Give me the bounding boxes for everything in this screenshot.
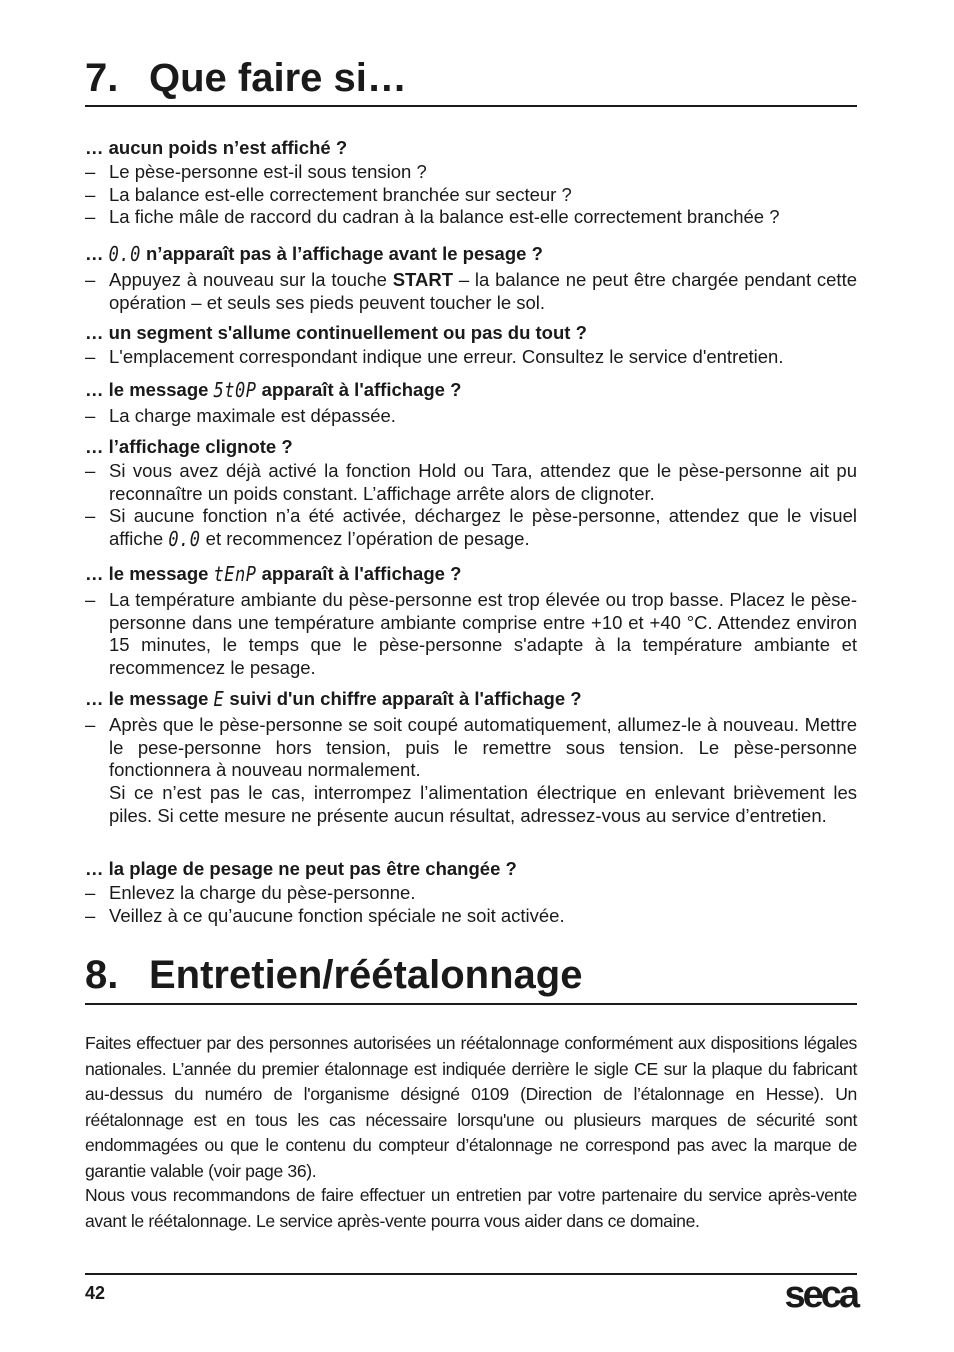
faq-answer: – Si vous avez déjà activé la fonction Hold ou Tara, attendez que le pèse-personne ait pu reconnaître un poids constant. L’affichage arrête alors de clignoter. (85, 460, 857, 504)
faq-answer: – La fiche mâle de raccord du cadran à la balance est-elle correctement branchée ? (85, 206, 780, 228)
faq-item (85, 687, 857, 828)
start-key-label: START (392, 269, 454, 290)
section-8-rule (85, 1003, 857, 1005)
faq-answer: – Le pèse-personne est-il sous tension ? (85, 161, 427, 182)
section-7-title (85, 58, 407, 98)
faq-answer: – Enlevez la charge du pèse-personne. (85, 882, 416, 903)
faq-question: … 0.0 n’apparaît pas à l’affichage avant le pesage ? (85, 242, 857, 267)
section-8-title (85, 955, 582, 995)
display-segment-text: 5t0P (213, 379, 257, 403)
section-8-paragraph-1: Faites effectuer par des personnes autorisées un réétalonnage conformément aux dispositions légales nationales. L’année du premier étalonnage est indiquée derrière le sigle CE sur la plaque du fabricant au-dessus du numéro de l'organisme désigné 0109 (Direction de l’étalonnage en Hesse). Un réétalonnage est en tous les cas nécessaire lorsqu'une ou plusieurs marques de sécurité sont endommagées ou que le contenu du compteur d’étalonnage ne correspond pas avec la marque de garantie valable (voir page 36). (85, 1033, 857, 1181)
faq-answer: – La balance est-elle correctement branchée sur secteur ? (85, 183, 572, 205)
faq-question: … aucun poids n’est affiché ? (85, 137, 348, 158)
faq-answer: – Après que le pèse-personne se soit coupé automatiquement, allumez-le à nouveau. Mettre le pese-personne hors tension, puis le remettre sous tension. Le pèse-personne fonctionnera à nouveau normalement. (85, 714, 857, 781)
section-8-number: 8. (85, 953, 119, 997)
faq-question: … un segment s'allume continuellement ou pas du tout ? (85, 322, 587, 343)
faq-item (85, 378, 857, 428)
faq-item (85, 242, 857, 314)
faq-answer: – Appuyez à nouveau sur la touche START – la balance ne peut être chargée pendant cette opération – et seuls ses pieds peuvent toucher le sol. (85, 269, 857, 313)
faq-answer: – L'emplacement correspondant indique une erreur. Consultez le service d'entretien. (85, 346, 784, 367)
display-segment-text: 0.0 (168, 528, 201, 552)
faq-answer: – Si aucune fonction n’a été activée, déchargez le pèse-personne, attendez que le visuel affiche 0.0 et recommencez l’opération de pesage. (85, 505, 857, 551)
faq-question: … le message tEnP apparaît à l'affichage ? (85, 562, 857, 587)
faq-question: … le message 5t0P apparaît à l'affichage ? (85, 378, 857, 403)
faq-answer-continuation: Si ce n’est pas le cas, interrompez l’alimentation électrique en enlevant brièvement les piles. Si cette mesure ne présente aucun résultat, adressez-vous au service d’entretien. (109, 782, 857, 826)
faq-answer: – La charge maximale est dépassée. (85, 405, 396, 426)
page-number: 42 (85, 1283, 106, 1303)
faq-answer: – Veillez à ce qu’aucune fonction spéciale ne soit activée. (85, 904, 565, 926)
faq-answer: – La température ambiante du pèse-personne est trop élevée ou trop basse. Placez le pèse-personne dans une température ambiante comprise entre +10 et +40 °C. Attendez environ 15 minutes, le temps que le pèse-personne s'adapte à la température ambiante et recommencez le pesage. (85, 589, 857, 679)
faq-question: … le message E suivi d'un chiffre apparaît à l'affichage ? (85, 687, 857, 712)
faq-item (85, 857, 857, 927)
section-8-paragraph-2: Nous vous recommandons de faire effectuer un entretien par votre partenaire du service après-vente avant le réétalonnage. Le service après-vente pourra vous aider dans ce domaine. (85, 1185, 857, 1231)
faq-item (85, 562, 857, 680)
display-segment-text: tEnP (213, 563, 257, 587)
faq-item (85, 435, 857, 552)
display-segment-text: E (213, 688, 225, 712)
section-7-number: 7. (85, 56, 119, 100)
faq-question: … l’affichage clignote ? (85, 436, 293, 457)
faq-question: … la plage de pesage ne peut pas être changée ? (85, 858, 517, 879)
faq-item (85, 321, 857, 369)
footer-rule (85, 1273, 857, 1275)
section-7-rule (85, 105, 857, 107)
display-segment-text: 0.0 (108, 243, 141, 267)
seca-logo: seca (784, 1274, 857, 1316)
section-7-title-text: Que faire si… (149, 56, 407, 100)
section-8-title-text: Entretien/réétalonnage (149, 953, 583, 997)
faq-item (85, 136, 857, 229)
